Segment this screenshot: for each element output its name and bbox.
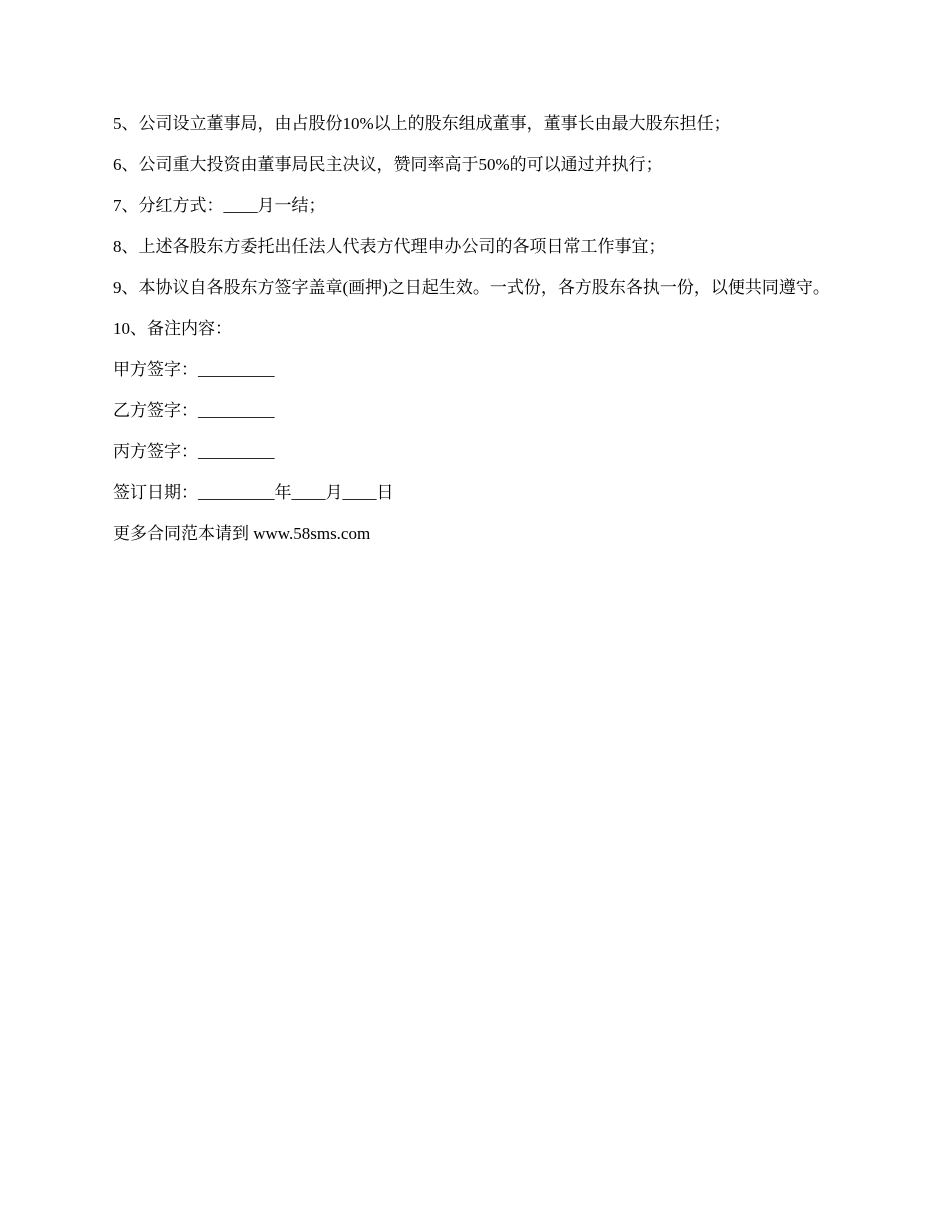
clause-6: 6、公司重大投资由董事局民主决议，赞同率高于50%的可以通过并执行； <box>113 155 663 174</box>
sign-date: 签订日期：_________年____月____日 <box>113 483 394 502</box>
clause-9: 9、本协议自各股东方签字盖章(画押)之日起生效。一式份，各方股东各执一份，以便共同遵守。 <box>113 278 830 297</box>
clause-8: 8、上述各股东方委托出任法人代表方代理申办公司的各项日常工作事宜； <box>113 237 666 256</box>
footer-link-text: 更多合同范本请到 www.58sms.com <box>113 524 371 543</box>
party-a-signature: 甲方签字：_________ <box>113 360 275 379</box>
party-c-signature: 丙方签字：_________ <box>113 442 275 461</box>
clause-5: 5、公司设立董事局，由占股份10%以上的股东组成董事，董事长由最大股东担任； <box>113 114 731 133</box>
party-b-signature: 乙方签字：_________ <box>113 401 275 420</box>
clause-7: 7、分红方式：____月一结； <box>113 196 326 215</box>
document-body <box>113 113 833 564</box>
clause-10: 10、备注内容： <box>113 319 232 338</box>
